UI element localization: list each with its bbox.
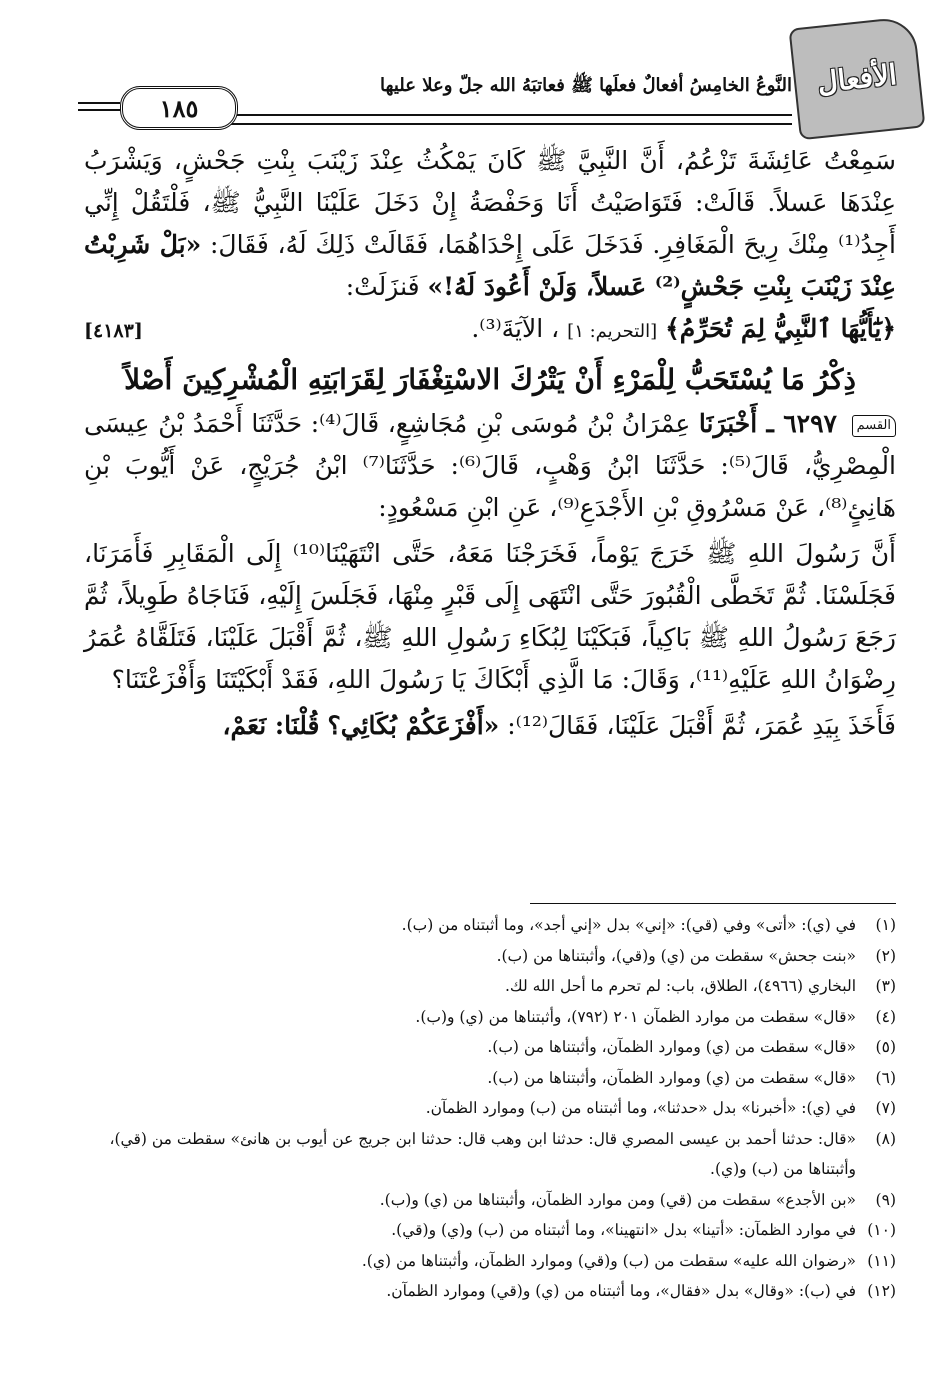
footnote-number: (١٢) bbox=[867, 1282, 896, 1300]
footnote bbox=[72, 1002, 896, 1033]
reference-number: [٤١٨٣] bbox=[84, 320, 143, 342]
footnote bbox=[72, 1185, 896, 1216]
paragraph-1-text: سَمِعْتُ عَائِشَةَ تَزْعُمُ، أَنَّ النَّبِيَّ ﷺ كَانَ يَمْكُثُ عِنْدَ زَيْنَبَ بِنْتِ جَحْشٍ، وَيَشْرَبُ عِنْدَهَا عَسلاً. قَالَتْ: فَتَوَاصَيْتُ أَنَا وَحَفْصَةُ إِنْ دَخَلَ عَلَيْنَا النَّبِيُّ ﷺ، فَلْتَقُلْ إِنِّي أَجِدُ⁽¹⁾ مِنْكَ رِيحَ الْمَغَافِرِ. فَدَخَلَ عَلَى إِحْدَاهُمَا، فَقَالَتْ ذَلِكَ لَهُ، فَقَالَ: bbox=[84, 146, 896, 259]
section-tag: الأفعال bbox=[788, 16, 925, 141]
footnote-number: (١١) bbox=[867, 1251, 896, 1270]
chapter-title: ذِكْرُ مَا يُسْتَحَبُّ لِلْمَرْءِ أَنْ يَتْرُكَ الاسْتِغْفَارَ لِقَرَابَتِهِ الْمُشْرِكِينَ أَصْلاً bbox=[124, 363, 856, 396]
footnote bbox=[72, 971, 896, 1002]
paragraph-1 bbox=[84, 140, 896, 308]
paragraph-1-tail: فَنزَلَتْ: bbox=[345, 272, 420, 301]
paragraph-3-tail: قُلْنَا: نَعَمْ، bbox=[222, 711, 320, 740]
footnote-number: (٥) bbox=[875, 1038, 896, 1056]
paragraph-2: أَنَّ رَسُولَ اللهِ ﷺ خَرَجَ يَوْماً، فَخَرَجْنَا مَعَهُ، حَتَّى انْتَهَيْنَا⁽¹⁰⁾ إِلَى الْمَقَابِرِ فَأَمَرَنَا، فَجَلَسْنَا. ثُمَّ تَخَطَّى الْقُبُورَ حَتَّى انْتَهَى إِلَى قَبْرٍ مِنْهَا، فَجَلَسَ إِلَيْهِ، فَنَاجَاهُ طَوِيلاً، ثُمَّ رَجَعَ رَسُولُ اللهِ ﷺ بَاكِياً، فَبَكَيْنَا لِبُكَاءِ رَسُولِ اللهِ ﷺ، ثُمَّ أَقْبَلَ عَلَيْنَا، فَتَلَقَّاهُ عُمَرُ رِضْوَانُ اللهِ عَلَيْهِ⁽¹¹⁾، وَقَالَ: مَا الَّذِي أَبْكَاكَ يَا رَسُولَ اللهِ، فَقَدْ أَبْكَيْتَنَا وَأَفْزَعْتَنَا؟ bbox=[84, 539, 896, 694]
paragraph-3-lead: فَأَخَذَ بِيَدِ عُمَرَ، ثُمَّ أَقْبَلَ عَلَيْنَا، فَقَالَ⁽¹²⁾: bbox=[507, 711, 896, 740]
footnote-number: (٢) bbox=[875, 946, 896, 965]
footnote-text: في (ي): «أخبرنا» بدل «حدثنا»، وما أثبتناه من (ب) وموارد الظمآن. bbox=[425, 1099, 856, 1117]
footnote-text: «قال» سقطت من (ي) وموارد الظمآن، وأثبتناها من (ب). bbox=[487, 1038, 856, 1056]
footnote-text: «رضوان الله عليه» سقطت من (ب) و(قي) وموارد الظمآن، وأثبتناها من (ي). bbox=[361, 1251, 856, 1270]
prophet-quote-2: «أَفْزَعَكُمْ بُكَائِي؟ bbox=[327, 711, 500, 740]
prophet-quote-1: «بَلْ شَرِبْتُ عِنْدَ زَيْنَبَ بِنْتِ جَحْشٍ⁽²⁾ عَسلاً، وَلَنْ أَعُودَ لَهُ!» bbox=[84, 230, 896, 301]
footnote-text: «قال: حدثنا أحمد بن عيسى المصري قال: حدثنا ابن وهب قال: حدثنا ابن جريج عن أيوب بن هانئ» سقطت من (قي)، وأثبتناها من (ب) و(ي). bbox=[109, 1129, 856, 1178]
quran-citation: [التحريم: ١] bbox=[567, 321, 658, 342]
quran-line bbox=[84, 308, 896, 353]
page-number-rule bbox=[78, 102, 120, 111]
header-rule bbox=[206, 114, 792, 125]
footnote-number: (٧) bbox=[875, 1099, 896, 1117]
footnote-number: (٤) bbox=[875, 1007, 896, 1026]
chapter-tag: القسم bbox=[852, 415, 896, 437]
footnote bbox=[72, 1093, 896, 1124]
footnote-text: في (ب): «وقال» بدل «فقال»، وما أثبتناه من (ي) و(قي) وموارد الظمآن. bbox=[386, 1282, 856, 1300]
footnote bbox=[72, 1246, 896, 1277]
footnote-text: في موارد الظمآن: «أتينا» بدل «انتهينا»، وما أثبتناه من (ب) و(ي) و(قي). bbox=[391, 1221, 856, 1239]
footnote-number: (٨) bbox=[875, 1129, 896, 1148]
footnote-number: (٣) bbox=[875, 977, 896, 995]
footnote bbox=[72, 1032, 896, 1063]
footnote bbox=[72, 941, 896, 972]
footnote-text: «بنت جحش» سقطت من (ي) و(قي)، وأثبتناها من (ب). bbox=[496, 946, 856, 965]
footnote-text: في (ي): «أتى» وفي (قي): «إني» بدل «إني أجد»، وما أثبتناه من (ب). bbox=[401, 916, 856, 934]
footnote bbox=[72, 1215, 896, 1246]
page-header bbox=[78, 22, 920, 132]
footnote-rule bbox=[530, 903, 896, 904]
footnote bbox=[72, 1124, 896, 1185]
footnote-number: (٩) bbox=[875, 1190, 896, 1209]
footnote bbox=[72, 1276, 896, 1307]
hadith-number: ٦٢٩٧ ـ أَخْبَرَنَا bbox=[698, 409, 837, 438]
footnote-number: (٦) bbox=[875, 1068, 896, 1087]
main-text bbox=[84, 140, 896, 747]
footnote bbox=[72, 910, 896, 941]
footnote-text: «قال» سقطت من (ي) وموارد الظمآن، وأثبتناها من (ب). bbox=[487, 1068, 856, 1087]
quran-block bbox=[471, 308, 896, 353]
footnotes bbox=[72, 910, 896, 1307]
running-title: النَّوعُ الخامِسُ أفعالٌ فعلَها ﷺ فعاتبَهُ الله جلّ وعلا عليها bbox=[380, 75, 792, 96]
page-number: ١٨٥ bbox=[120, 86, 238, 130]
footnote-text: «بن الأجدع» سقطت من (قي) ومن موارد الظمآن، وأثبتناها من (ي) و(ب). bbox=[379, 1190, 856, 1209]
isnad-text: عِمْرَانُ بْنُ مُوسَى بْنِ مُجَاشِعٍ، قَالَ⁽⁴⁾: حَدَّثَنَا أَحْمَدُ بْنُ عِيسَى الْمِصْرِيُّ، قَالَ⁽⁵⁾: حَدَّثَنَا ابْنُ وَهْبٍ، قَالَ⁽⁶⁾: حَدَّثَنَا⁽⁷⁾ ابْنُ جُرَيْجٍ، عَنْ أَيُّوبَ بْنِ هَانِئٍ⁽⁸⁾، عَنْ مَسْرُوقِ بْنِ الأَجْدَعِ⁽⁹⁾، عَنِ ابْنِ مَسْعُودٍ: bbox=[84, 409, 896, 522]
quran-tail: ، الآيَةَ⁽³⁾. bbox=[471, 314, 560, 343]
footnote bbox=[72, 1063, 896, 1094]
footnote-number: (١) bbox=[875, 916, 896, 934]
footnote-number: (١٠) bbox=[867, 1221, 896, 1239]
quran-verse: ﴿يَٰٓأَيُّهَا ٱلنَّبِيُّ لِمَ تُحَرِّمُ﴾ bbox=[665, 314, 896, 343]
isnad-paragraph bbox=[84, 403, 896, 529]
paragraph-3 bbox=[84, 705, 896, 747]
footnote-text: «قال» سقطت من موارد الظمآن ٢٠١ (٧٩٢)، وأثبتناها من (ي) و(ب). bbox=[415, 1007, 856, 1026]
footnote-text: البخاري (٤٩٦٦)، الطلاق، باب: لم تحرم ما أحل الله لك. bbox=[504, 977, 856, 995]
